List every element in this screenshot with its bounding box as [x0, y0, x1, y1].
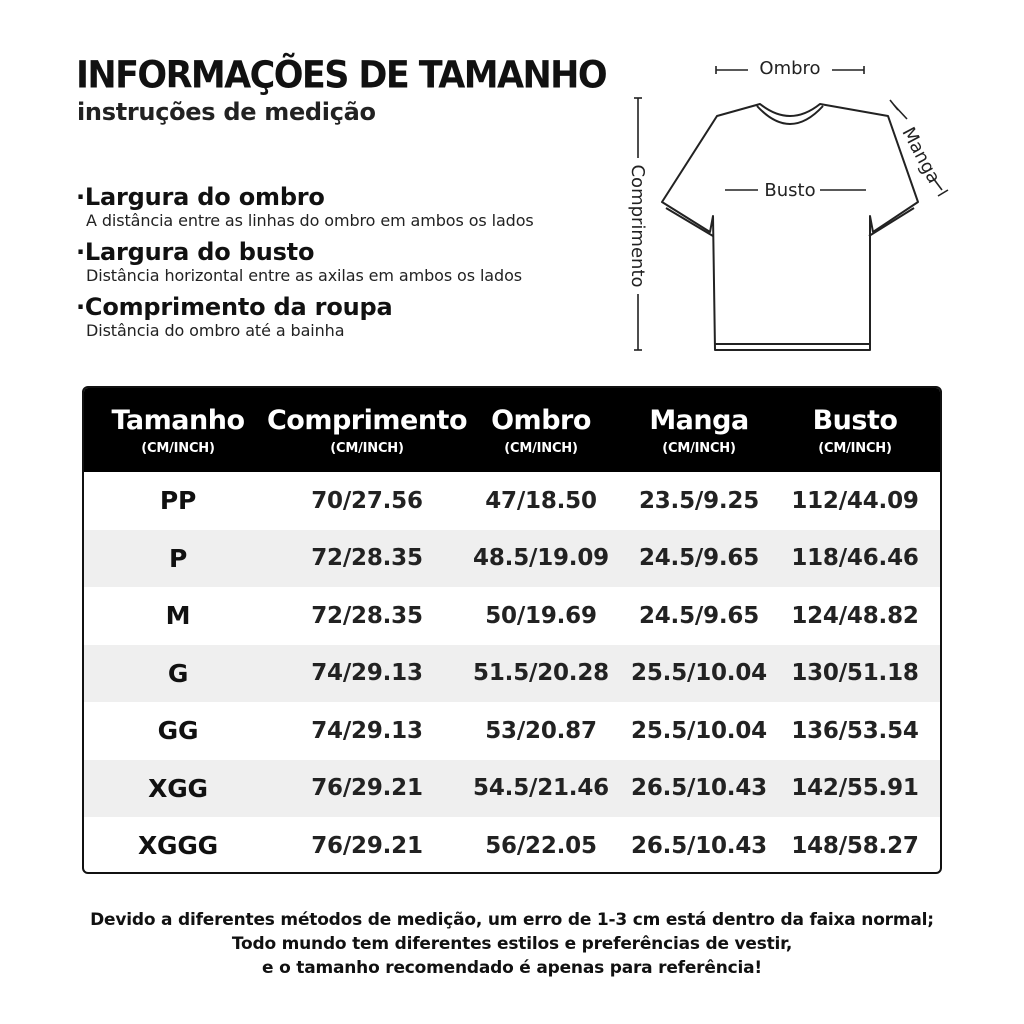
- definition-title: ·Comprimento da roupa: [76, 293, 393, 321]
- header-unit: (CM/INCH): [662, 440, 736, 456]
- disclaimer-line: Todo mundo tem diferentes estilos e preferências de vestir,: [231, 934, 793, 954]
- header-busto: [778, 388, 932, 472]
- comprimento-cell: 76/29.21: [311, 832, 423, 859]
- size-table: [82, 386, 942, 874]
- definition-title: ·Largura do ombro: [76, 183, 325, 211]
- ombro-cell: 53/20.87: [485, 717, 597, 744]
- table-row: [84, 760, 940, 818]
- definition-length: [76, 292, 636, 340]
- manga-cell: 24.5/9.65: [638, 545, 760, 572]
- manga-cell: 24.5/9.65: [638, 602, 760, 629]
- table-row: [84, 472, 940, 530]
- manga-cell: 23.5/9.25: [638, 487, 760, 514]
- size-cell: P: [168, 543, 188, 573]
- definition-description: Distância horizontal entre as axilas em ambos os lados: [86, 266, 522, 285]
- size-cell: M: [165, 601, 191, 631]
- table-row: [84, 702, 940, 760]
- busto-cell: 130/51.18: [791, 660, 919, 687]
- measurement-definitions: [76, 182, 636, 347]
- comprimento-cell: 76/29.21: [311, 775, 423, 802]
- tshirt-diagram-svg: [620, 50, 960, 360]
- manga-cell: 25.5/10.04: [631, 660, 767, 687]
- disclaimer-notes: [0, 908, 1024, 980]
- busto-cell: 142/55.91: [791, 775, 919, 802]
- header-unit: (CM/INCH): [330, 440, 404, 456]
- ombro-cell: 54.5/21.46: [473, 775, 609, 802]
- header-label: Ombro: [491, 404, 591, 436]
- header-tamanho: [84, 388, 272, 472]
- ombro-cell: 50/19.69: [485, 602, 597, 629]
- header-comprimento: [266, 388, 468, 472]
- size-cell: PP: [159, 486, 197, 516]
- size-table-header: [84, 388, 940, 472]
- tshirt-outline: [662, 104, 918, 350]
- header-label: Comprimento: [266, 404, 468, 436]
- header-label: Manga: [649, 404, 749, 436]
- size-cell: GG: [157, 716, 199, 746]
- tshirt-left-cuff: [666, 208, 713, 236]
- ombro-label: Ombro: [759, 58, 821, 79]
- manga-cell: 25.5/10.04: [631, 717, 767, 744]
- busto-cell: 112/44.09: [791, 487, 919, 514]
- size-cell: XGG: [148, 773, 208, 803]
- page-title: INFORMAÇÕES DE TAMANHO: [76, 54, 607, 98]
- header-unit: (CM/INCH): [818, 440, 892, 456]
- comprimento-cell: 72/28.35: [311, 602, 423, 629]
- definition-bust: [76, 237, 636, 285]
- ombro-cell: 47/18.50: [485, 487, 597, 514]
- table-row: [84, 645, 940, 703]
- comprimento-cell: 70/27.56: [311, 487, 423, 514]
- tshirt-diagram: [620, 50, 960, 360]
- busto-cell: 136/53.54: [791, 717, 919, 744]
- manga-label: Manga: [897, 123, 945, 188]
- busto-cell: 118/46.46: [791, 545, 919, 572]
- comprimento-cell: 72/28.35: [311, 545, 423, 572]
- header-unit: (CM/INCH): [141, 440, 215, 456]
- comprimento-label: Comprimento: [627, 164, 648, 288]
- busto-cell: 148/58.27: [791, 832, 919, 859]
- size-cell: G: [167, 658, 189, 688]
- comprimento-cell: 74/29.13: [311, 717, 423, 744]
- definition-shoulder: [76, 182, 636, 230]
- ombro-cell: 48.5/19.09: [473, 545, 609, 572]
- comprimento-cell: 74/29.13: [311, 660, 423, 687]
- manga-cell: 26.5/10.43: [631, 832, 767, 859]
- busto-label: Busto: [764, 180, 816, 201]
- header-ombro: [462, 388, 620, 472]
- disclaimer-line: e o tamanho recomendado é apenas para referência!: [262, 958, 762, 978]
- manga-cell: 26.5/10.43: [631, 775, 767, 802]
- busto-cell: 124/48.82: [791, 602, 919, 629]
- definition-title: ·Largura do busto: [76, 238, 315, 266]
- header-label: Tamanho: [111, 404, 245, 436]
- header-manga: [620, 388, 778, 472]
- ombro-cell: 51.5/20.28: [473, 660, 609, 687]
- disclaimer-line: Devido a diferentes métodos de medição, um erro de 1-3 cm está dentro da faixa normal;: [90, 910, 934, 930]
- definition-description: A distância entre as linhas do ombro em ambos os lados: [86, 211, 534, 230]
- page-subtitle: instruções de medição: [77, 98, 376, 126]
- header-label: Busto: [812, 404, 898, 436]
- table-row: [84, 530, 940, 588]
- tshirt-right-cuff: [869, 208, 914, 236]
- header-unit: (CM/INCH): [504, 440, 578, 456]
- table-row: [84, 817, 940, 874]
- size-cell: XGGG: [137, 831, 219, 861]
- ombro-cell: 56/22.05: [485, 832, 597, 859]
- table-row: [84, 587, 940, 645]
- definition-description: Distância do ombro até a bainha: [86, 321, 345, 340]
